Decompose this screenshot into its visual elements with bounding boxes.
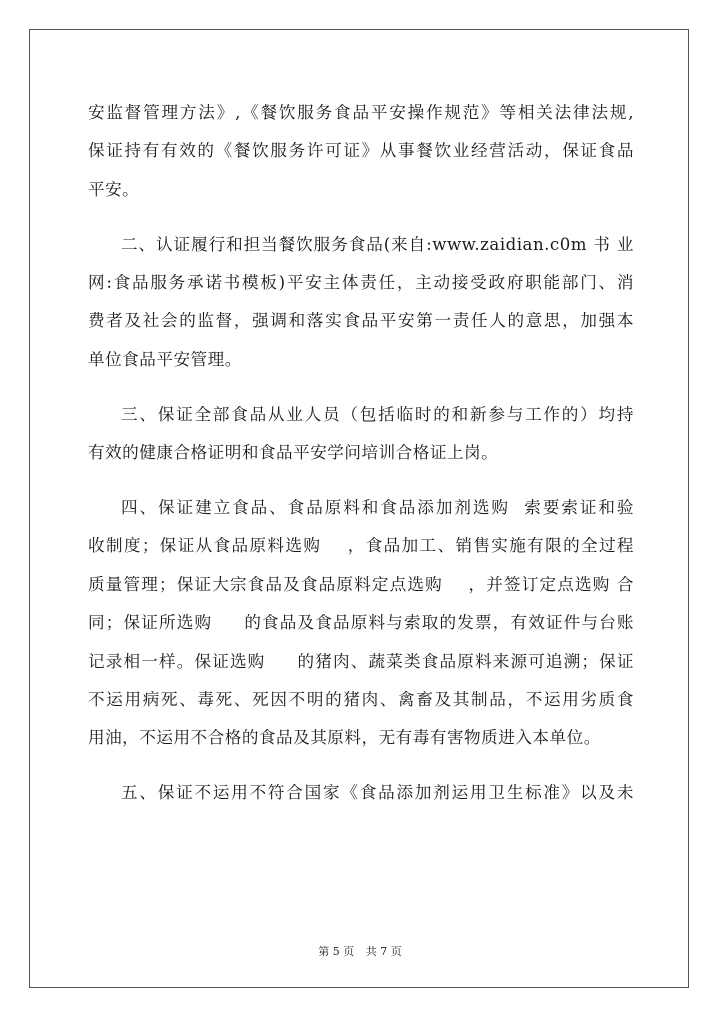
paragraph [88, 489, 634, 758]
paragraph [88, 774, 634, 812]
text-line: 不运用病死、毒死、死因不明的猪肉、禽畜及其制品，不运用劣质食 [88, 689, 634, 709]
page-number: 第 5 页 [318, 945, 355, 958]
text-line: 用油，不运用不合格的食品及其原料，无有毒有害物质进入本单位。 [88, 728, 601, 748]
text-line: 记录相一样。保证选购 的猪肉、蔬菜类食品原料来源可追溯；保证 [88, 651, 634, 671]
text-line: 网:食品服务承诺书模板)平安主体责任，主动接受政府职能部门、消 [88, 273, 634, 293]
text-line: 五、保证不运用不符合国家《食品添加剂运用卫生标准》以及未 [121, 783, 634, 803]
text-line: 有效的健康合格证明和食品平安学问培训合格证上岗。 [88, 443, 499, 463]
text-line: 保证持有有效的《餐饮服务许可证》从事餐饮业经营活动，保证食品 [88, 141, 634, 161]
text-line: 平安。 [88, 179, 140, 199]
paragraph [88, 94, 634, 209]
paragraph [88, 226, 634, 380]
paragraph [88, 396, 634, 473]
page-total: 共 7 页 [365, 945, 402, 958]
text-line: 收制度；保证从食品原料选购 ，食品加工、销售实施有限的全过程 [88, 536, 634, 556]
text-line: 三、保证全部食品从业人员（包括临时的和新参与工作的）均持 [121, 404, 634, 424]
text-line: 质量管理；保证大宗食品及食品原料定点选购 ，并签订定点选购 合 [88, 574, 634, 594]
text-line: 四、保证建立食品、食品原料和食品添加剂选购 索要索证和验 [121, 498, 634, 518]
text-line: 单位食品平安管理。 [88, 349, 242, 369]
text-line: 安监督管理方法》,《餐饮服务食品平安操作规范》等相关法律法规, [88, 103, 634, 122]
page-footer [0, 943, 720, 959]
text-line: 费者及社会的监督，强调和落实食品平安第一责任人的意思，加强本 [88, 311, 634, 331]
text-line: 二、认证履行和担当餐饮服务食品(来自:www.zaidian.c0m 书 业 [121, 234, 634, 254]
document-body [88, 94, 634, 813]
text-line: 同；保证所选购 的食品及食品原料与索取的发票，有效证件与台账 [88, 613, 634, 633]
